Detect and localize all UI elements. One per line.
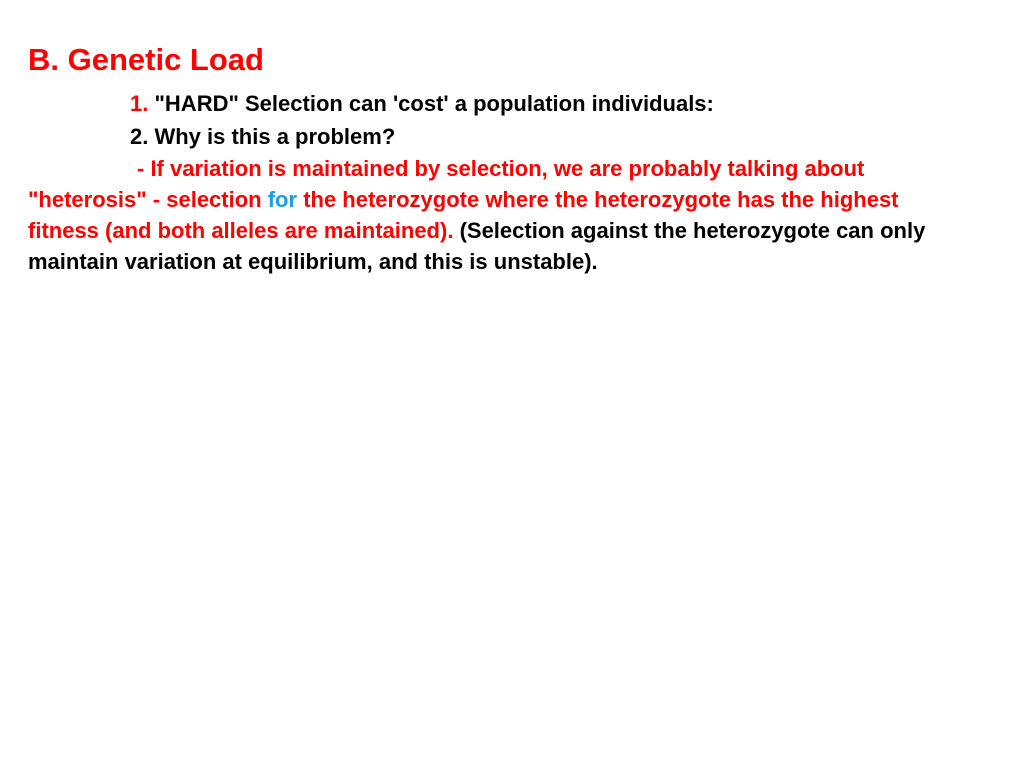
point-1 <box>130 90 714 118</box>
explanation-paragraph <box>28 153 968 277</box>
selection-against-note: (Selection against the heterozygote can only maintain variation at equilibrium, and this is unstable). <box>28 218 926 274</box>
for-emphasis: for <box>267 187 298 212</box>
heterosis-text-2: the heterozygote where the heterozygote has the highest fitness (and both alleles are maintained). <box>28 187 899 243</box>
slide-title: B. Genetic Load <box>28 42 264 77</box>
heterosis-text-1: - If variation is maintained by selection, we are probably talking about "heterosis" - selection <box>28 156 865 212</box>
point-1-number: 1. <box>130 91 149 116</box>
point-2: 2. Why is this a problem? <box>130 124 396 149</box>
point-1-text: "HARD" Selection can 'cost' a population individuals: <box>154 91 714 116</box>
